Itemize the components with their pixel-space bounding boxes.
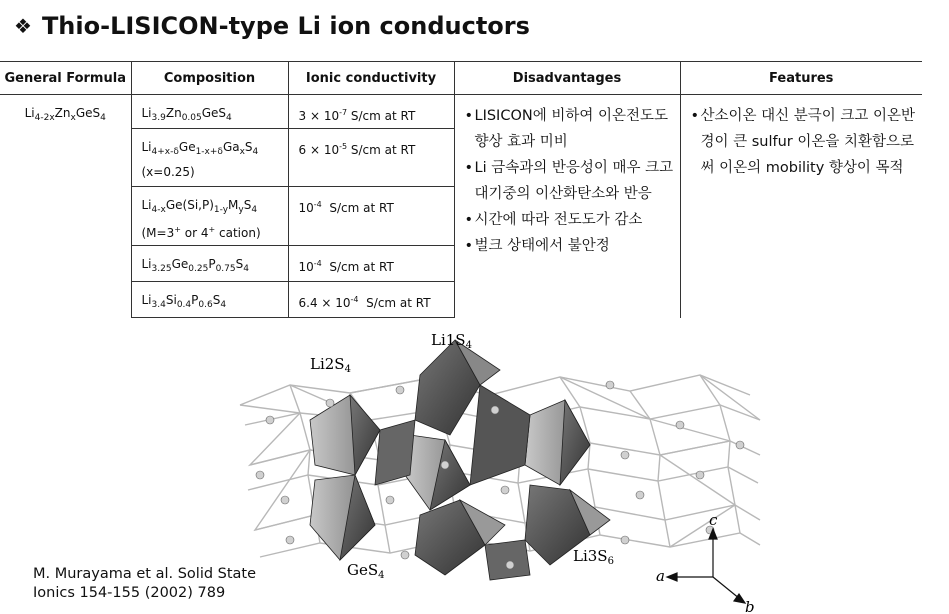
axis-label-c: c [709, 511, 718, 529]
list-item: • 시간에 따라 전도도가 감소 [465, 207, 674, 233]
page-title [14, 12, 530, 40]
header-composition: Composition [131, 62, 288, 95]
disadvantages-cell [454, 95, 680, 318]
axis-label-b: b [745, 598, 755, 613]
conductivity-cell: $3 \times 10^{-7}$ S/cm at RT [288, 95, 454, 129]
polyhedra-group [310, 340, 610, 580]
header-ionic-conductivity: Ionic conductivity [288, 62, 454, 95]
header-features: Features [680, 62, 922, 95]
citation-line1: M. Murayama et al. Solid State [33, 566, 257, 582]
conductor-table [0, 61, 922, 318]
list-item: • Li 금속과의 반응성이 매우 크고 대기중의 이산화탄소와 반응 [465, 155, 674, 207]
conductivity-cell: $6.4 \times 10^{-4}$ S/cm at RT [288, 282, 454, 318]
table-header-row [0, 62, 922, 95]
table-row [0, 95, 922, 129]
crystal-structure-figure [230, 325, 770, 613]
conductivity-cell: $6 \times 10^{-5}$ S/cm at RT [288, 129, 454, 187]
label-li1s4: $Li1S_4$ [431, 331, 472, 351]
composition-note: (x=0.25) [141, 165, 195, 179]
composition-cell: $Li_{4+x-\delta}Ge_{1-x+\delta}Ga_xS_4$ (x=0.25) [131, 129, 288, 187]
conductivity-cell: $10^{-4}$ S/cm at RT [288, 246, 454, 282]
title-text: Thio-LISICON-type Li ion conductors [41, 12, 530, 40]
composition-cell: $Li_{4-x}Ge(Si,P)_{1-y}M_yS_4$ (M=3+ or 4+ cation) [131, 187, 288, 246]
header-disadvantages: Disadvantages [454, 62, 680, 95]
diamond-bullet-icon: ❖ [14, 14, 32, 38]
label-li3s6: $Li3S_6$ [573, 547, 614, 567]
composition-cell: $Li_{3.25}Ge_{0.25}P_{0.75}S_4$ [131, 246, 288, 282]
list-item: • 벌크 상태에서 불안정 [465, 233, 674, 259]
features-list [681, 95, 923, 181]
list-item: • 산소이온 대신 분극이 크고 이온반경이 큰 sulfur 이온을 치환함으로써 이온의 mobility 향상이 목적 [691, 103, 917, 181]
features-cell [680, 95, 922, 318]
citation-line2: Ionics 154-155 (2002) 789 [33, 585, 226, 601]
conductivity-cell: $10^{-4}$ S/cm at RT [288, 187, 454, 246]
citation [33, 565, 256, 603]
general-formula-cell: $Li_{4-2x}Zn_xGeS_4$ [0, 95, 131, 318]
label-li2s4: $Li2S_4$ [310, 355, 351, 375]
list-item: • LISICON에 비하여 이온전도도 향상 효과 미비 [465, 103, 674, 155]
composition-cell: $Li_{3.9}Zn_{0.05}GeS_4$ [131, 95, 288, 129]
disadvantages-list [455, 95, 680, 259]
label-ges4: GeS$_4$ [347, 561, 385, 581]
axis-label-a: a [656, 567, 665, 585]
header-general-formula: General Formula [0, 62, 131, 95]
composition-cell: $Li_{3.4}Si_{0.4}P_{0.6}S_4$ [131, 282, 288, 318]
